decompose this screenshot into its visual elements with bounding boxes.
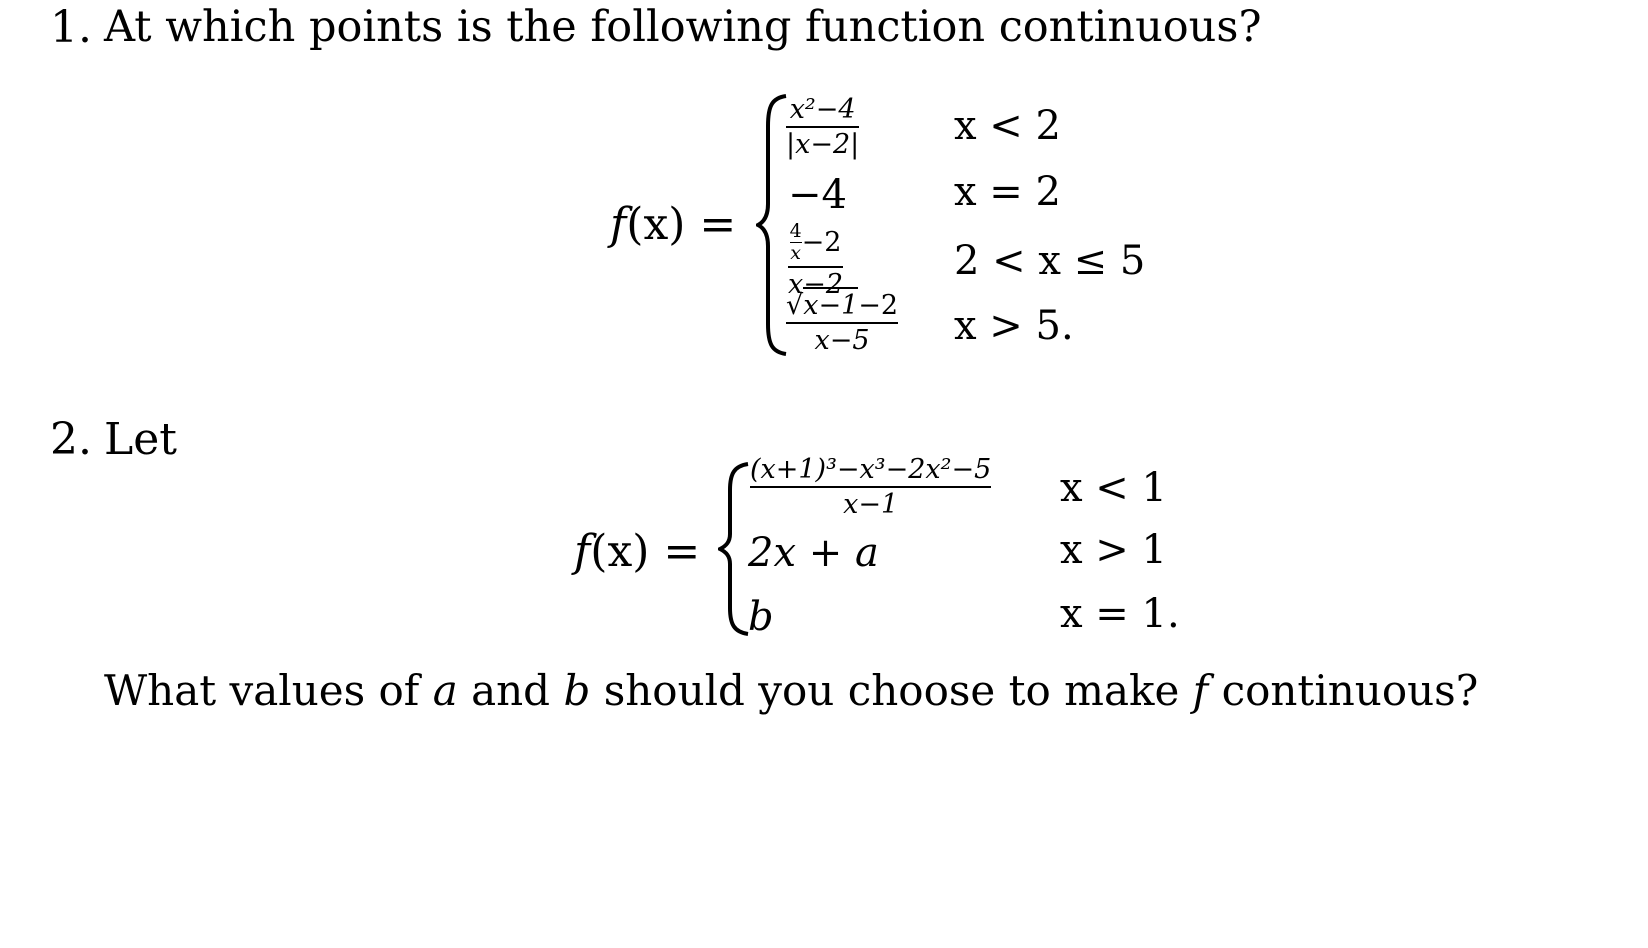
- problem-1-case-1-expression: [786, 96, 859, 158]
- fraction-numerator: x²−4: [789, 94, 856, 125]
- problem-2-left-brace: [718, 460, 752, 638]
- problem-1-text: At which points is the following function continuous?: [104, 2, 1262, 52]
- inner-numerator: 4: [789, 220, 802, 242]
- inner-denominator: x: [790, 242, 801, 264]
- problem-2-question: What values of a and b should you choose to make f continuous?: [104, 666, 1479, 715]
- fraction-numerator: (x+1)³−x³−2x²−5: [750, 454, 992, 485]
- problem-1-case-2-expression: −4: [788, 172, 847, 218]
- problem-1-case-3-condition: 2 < x ≤ 5: [954, 238, 1146, 284]
- problem-2-text: Let: [104, 414, 177, 465]
- problem-2-case-2-expression: 2x + a: [748, 530, 879, 576]
- fraction-denominator: x−5: [814, 325, 870, 356]
- problem-2-case-2-condition: x > 1: [1060, 527, 1167, 573]
- fraction-denominator: |x−2|: [786, 129, 860, 160]
- problem-2-case-1-condition: x < 1: [1060, 465, 1167, 511]
- problem-2-function-name: f(x) =: [574, 526, 701, 577]
- problem-1-left-brace: [756, 92, 790, 358]
- fraction-denominator: x−2: [788, 269, 844, 300]
- problem-2-number: 2.: [50, 414, 92, 465]
- problem-2-case-3-expression: b: [748, 594, 774, 640]
- problem-2-case-3-condition: x = 1.: [1060, 591, 1180, 637]
- problem-1-case-4-expression: [786, 292, 898, 354]
- problem-1-case-2-condition: x = 2: [954, 169, 1061, 215]
- fraction-numerator: $\frac{4}{x}$ −2: [789, 220, 842, 264]
- problem-2-case-1-expression: [750, 456, 991, 518]
- problem-1-function-name: f(x) =: [610, 199, 737, 250]
- fraction-denominator: x−1: [843, 489, 899, 520]
- problem-1-case-4-condition: x > 5.: [954, 303, 1074, 349]
- fraction-numerator: √x−1−2: [786, 292, 898, 319]
- problem-1-case-1-condition: x < 2: [954, 103, 1061, 149]
- problem-1-number: 1.: [50, 2, 92, 53]
